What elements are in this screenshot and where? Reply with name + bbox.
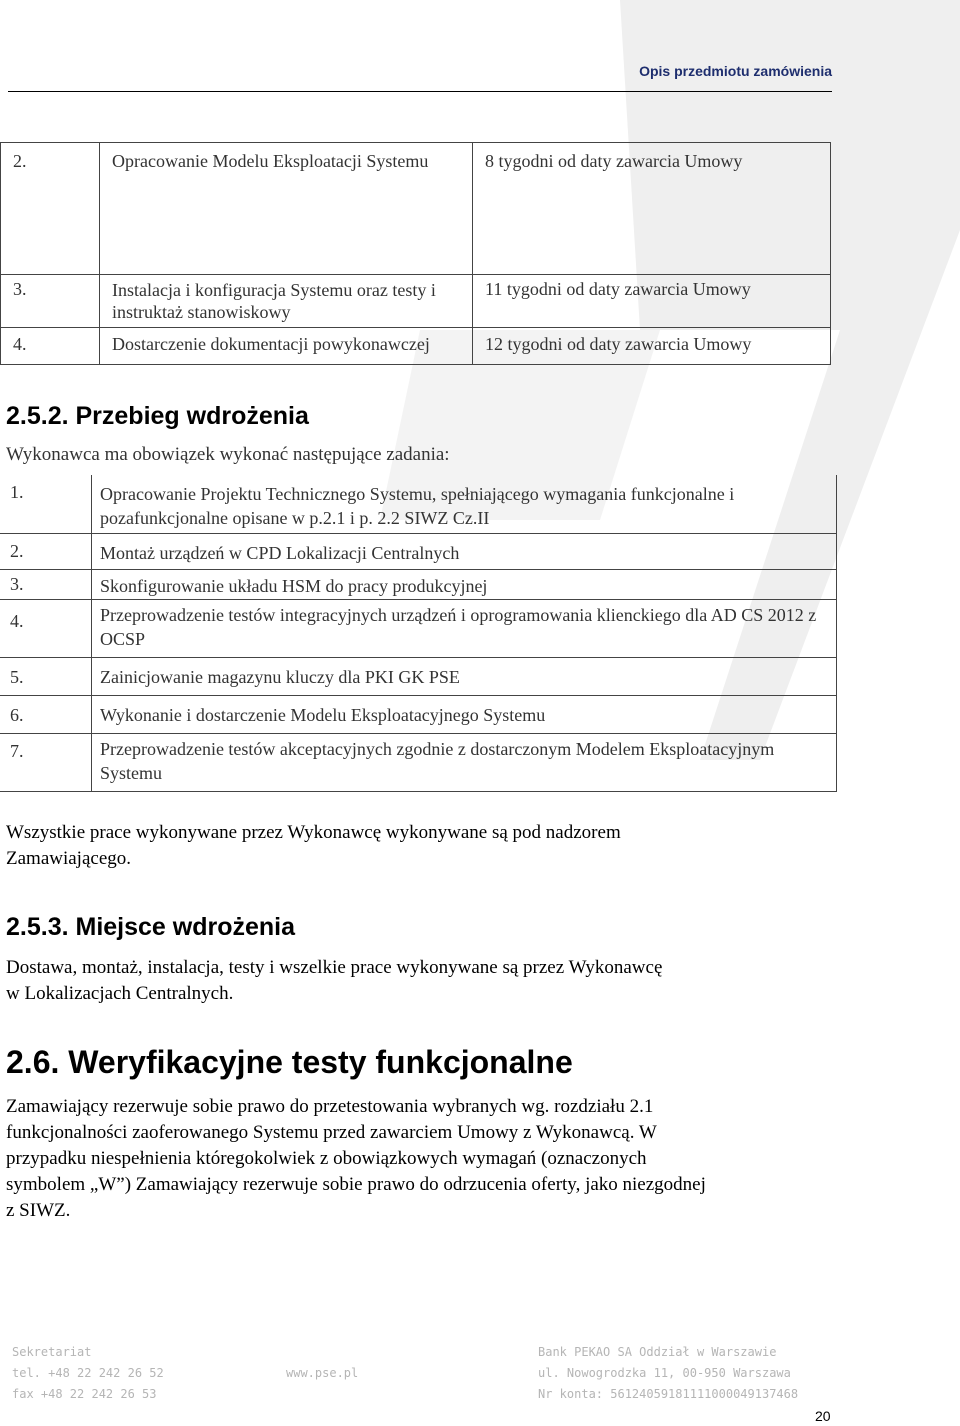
table-row [0,695,837,733]
task-text: Opracowanie Projektu Technicznego Systemu, spełniającego wymagania funkcjonalne i pozafunkcjonalne opisane w p.2.1 i p. 2.2 SIWZ Cz.II [100,484,735,528]
footer-fax: fax +48 22 242 26 53 [12,1387,157,1401]
section-heading-253: 2.5.3. Miejsce wdrożenia [6,913,296,941]
footer-account: Nr konta: 56124059181111000049137468 [538,1387,799,1401]
task-text: Przeprowadzenie testów integracyjnych urządzeń i oprogramowania klienckiego dla AD CS 2012 z OCSP [100,604,817,649]
task-number: 1. [10,482,24,502]
table-row [0,599,837,657]
table-row [1,328,831,365]
table-row [1,275,831,328]
row-task: Dostarczenie dokumentacji powykonawczej [112,334,430,354]
supervision-note [6,820,621,872]
table-row [0,533,837,569]
table-row [0,569,837,599]
header-title: Opis przedmiotu zamówienia [639,63,832,79]
task-text: Montaż urządzeń w CPD Lokalizacji Centralnych [100,542,460,563]
section-26-body [6,1094,706,1224]
body-line: z SIWZ. [6,1200,71,1221]
table-row [1,143,831,275]
table-row [0,657,837,695]
task-number: 4. [10,610,24,631]
row-time: 8 tygodni od daty zawarcia Umowy [485,151,743,171]
footer-bank: Bank PEKAO SA Oddział w Warszawie [538,1345,777,1359]
body-line: symbolem „W”) Zamawiający rezerwuje sobie prawo do odrzucenia oferty, jako niezgodnej [6,1174,706,1195]
body-line: Dostawa, montaż, instalacja, testy i wszelkie prace wykonywane są przez Wykonawcę [6,957,663,978]
section-253-body [6,955,662,1007]
row-time: 12 tygodni od daty zawarcia Umowy [485,334,752,354]
row-number: 4. [13,334,27,354]
footer-address: ul. Nowogrodzka 11, 00-950 Warszawa [538,1366,791,1380]
task-number: 5. [10,666,24,687]
footer-secretariat: Sekretariat [12,1345,92,1359]
page-number: 20 [815,1408,831,1424]
row-task: Opracowanie Modelu Eksploatacji Systemu [112,151,429,171]
section-heading-26: 2.6. Weryfikacyjne testy funkcjonalne [6,1044,573,1080]
table-row [0,733,837,791]
header-divider [8,91,832,92]
schedule-table [0,142,831,365]
row-time: 11 tygodni od daty zawarcia Umowy [485,279,751,299]
row-number: 3. [13,279,27,299]
task-number: 6. [10,704,24,725]
body-line: przypadku niespełnienia któregokolwiek z obowiązkowych wymagań (oznaczonych [6,1148,647,1169]
row-task: Instalacja i konfiguracja Systemu oraz testy i instruktaż stanowiskowy [112,280,436,322]
body-line: w Lokalizacjach Centralnych. [6,983,234,1004]
footer-website[interactable]: www.pse.pl [286,1366,359,1380]
task-text: Wykonanie i dostarczenie Modelu Eksploatacyjnego Systemu [100,704,546,725]
section-intro: Wykonawca ma obowiązek wykonać następujące zadania: [6,444,450,465]
task-text: Zainicjowanie magazynu kluczy dla PKI GK PSE [100,666,460,687]
body-line: Zamawiający rezerwuje sobie prawo do przetestowania wybranych wg. rozdziału 2.1 [6,1096,654,1117]
task-text: Przeprowadzenie testów akceptacyjnych zgodnie z dostarczonym Modelem Eksploatacyjnym Systemu [100,738,775,783]
row-number: 2. [13,151,27,171]
note-line: Zamawiającego. [6,848,132,869]
task-number: 3. [10,573,24,594]
section-heading-252: 2.5.2. Przebieg wdrożenia [6,402,309,430]
note-line: Wszystkie prace wykonywane przez Wykonawcę wykonywane są pod nadzorem [6,822,621,843]
tasks-table [0,475,837,792]
task-number: 7. [10,740,24,761]
body-line: funkcjonalności zaoferowanego Systemu przed zawarciem Umowy z Wykonawcą. W [6,1122,657,1143]
task-number: 2. [10,540,24,561]
footer-phone: tel. +48 22 242 26 52 [12,1366,164,1380]
table-row [0,475,837,533]
task-text: Skonfigurowanie układu HSM do pracy produkcyjnej [100,575,488,596]
